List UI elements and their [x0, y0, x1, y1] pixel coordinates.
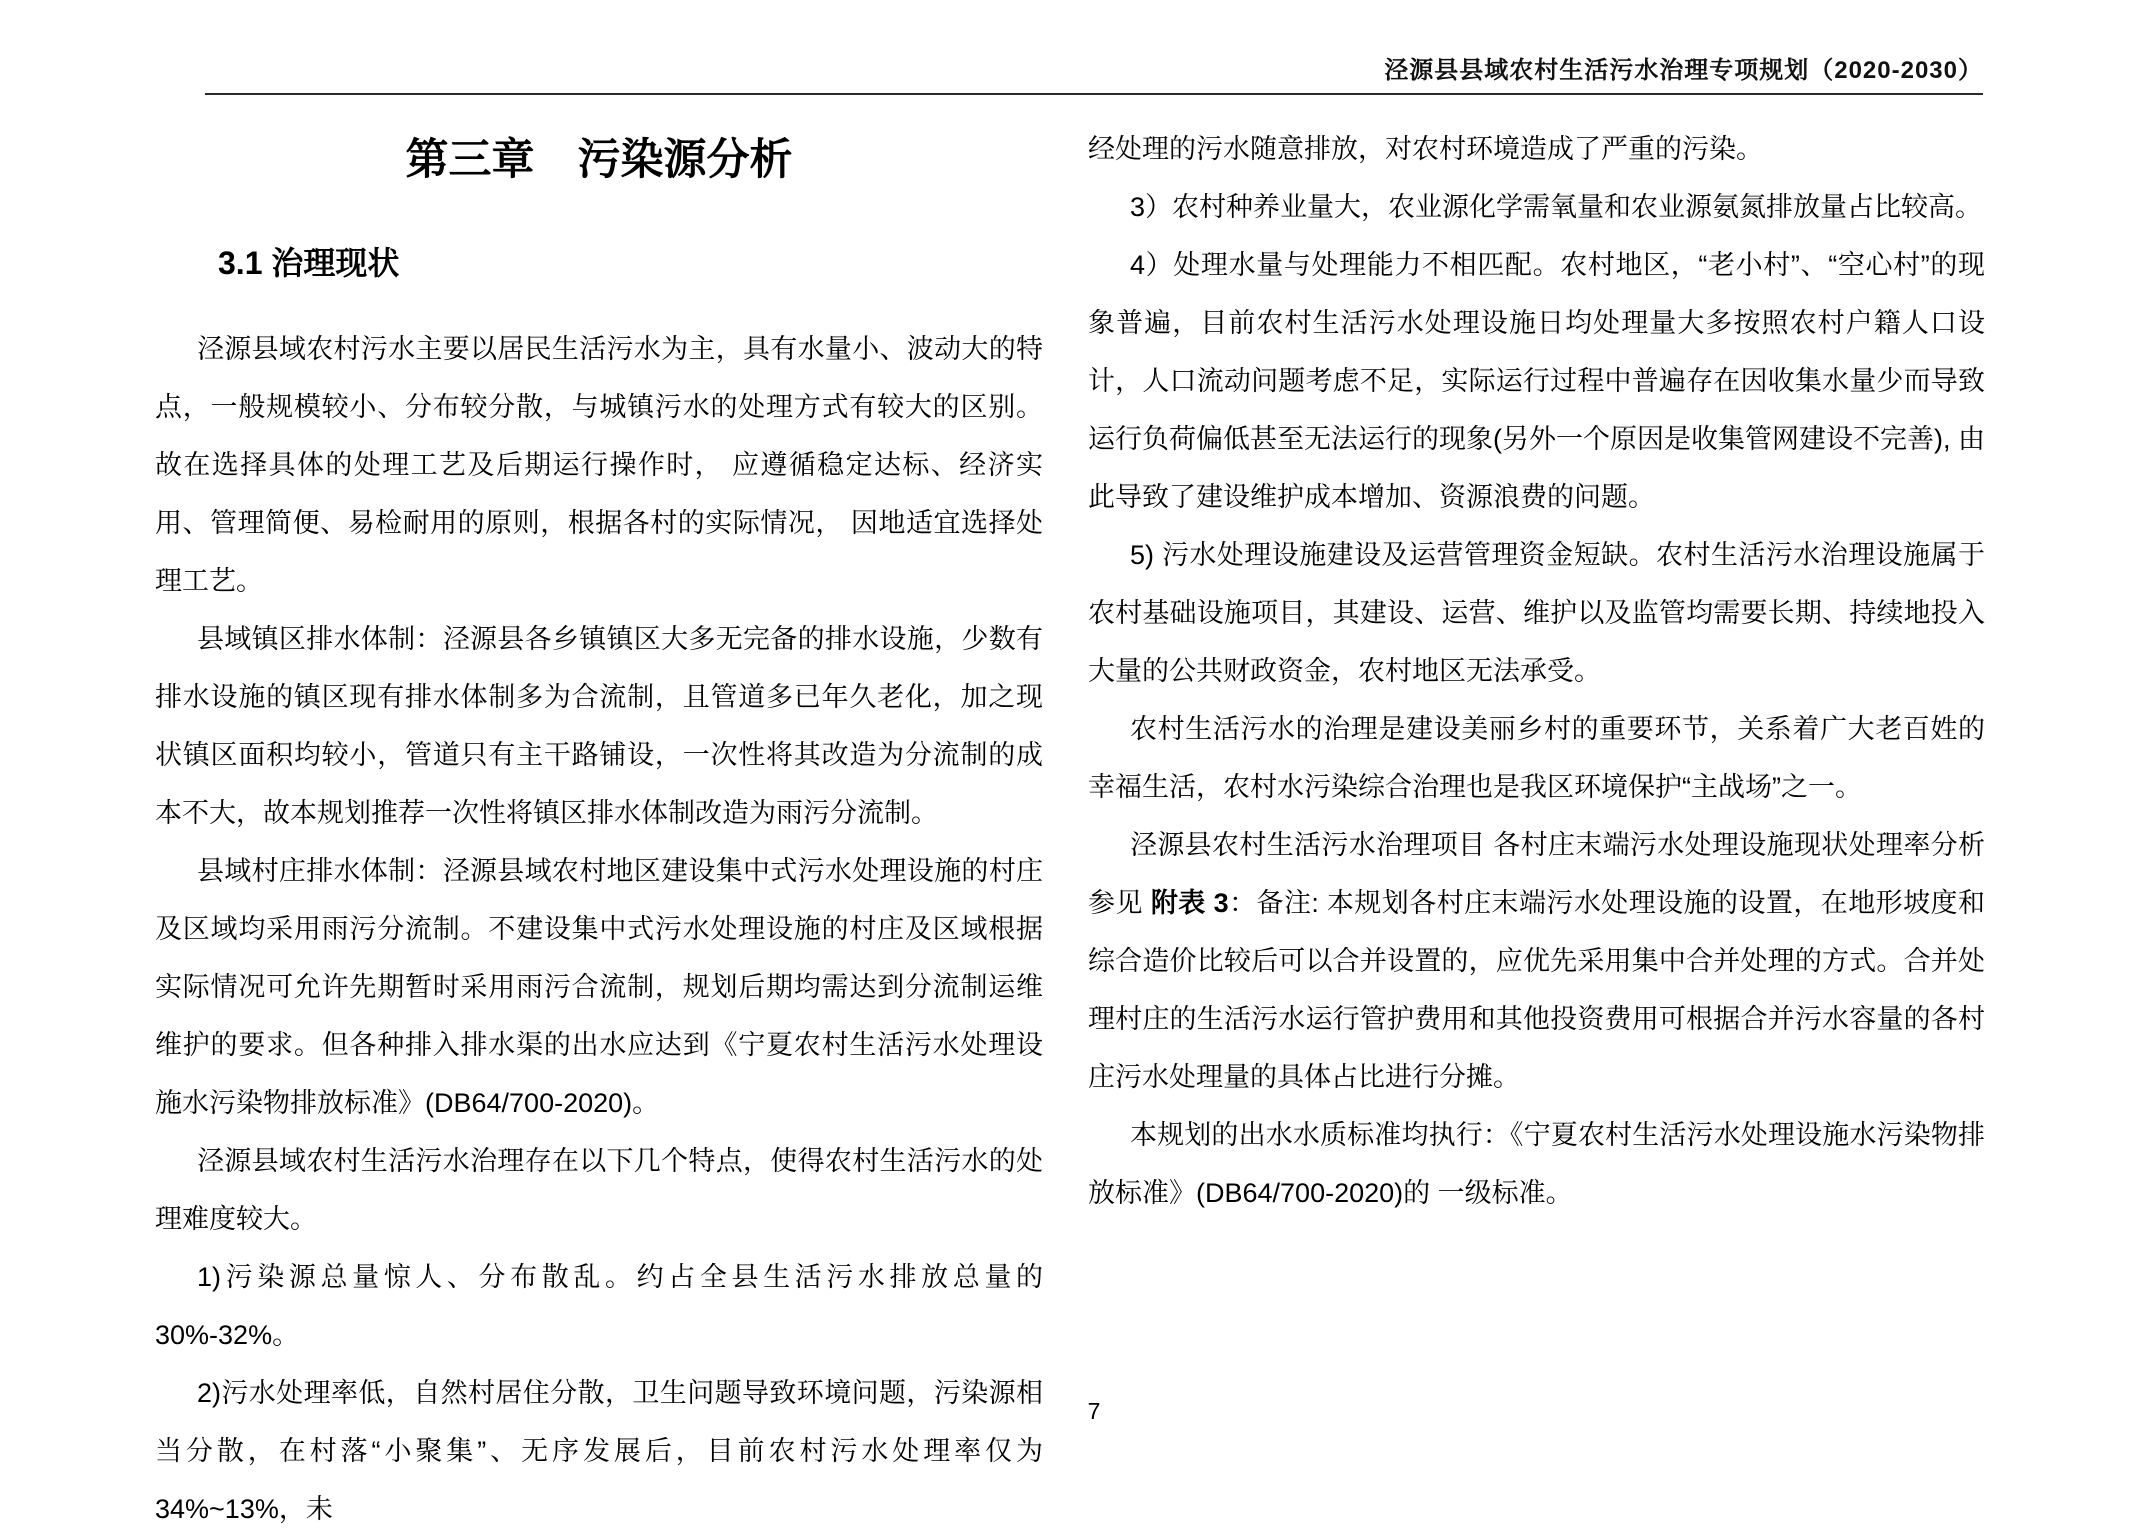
paragraph [1088, 526, 1985, 700]
text-run: ：备注: 本规划各村庄末端污水处理设施的设置，在地形坡度和综合造价比较后可以合并设置的，应优先采用集中合并处理的方式。合并处理村庄的生活污水运行管护费用和其他投资费用可根据合并污水容量的各村庄污水处理量的具体占比进行分摊。 [1088, 888, 1985, 1092]
section-heading: 3.1 治理现状 [218, 245, 400, 281]
paragraph [1088, 700, 1985, 816]
text-run: 3）农村种养业量大，农业源化学需氧量和农业源氨氮排放量占比较高。 [1130, 192, 1983, 222]
text-run: 泾源县域农村污水主要以居民生活污水为主，具有水量小、波动大的特点，一般规模较小、分布较分散，与城镇污水的处理方式有较大的区别。故在选择具体的处理工艺及后期运行操作时， 应遵循稳定达标、经济实用、管理简便、易检耐用的原则，根据各村的实际情况， 因地适宜选择处理工艺。 [155, 334, 1043, 596]
paragraph [1088, 1106, 1985, 1222]
paragraph [155, 1132, 1043, 1248]
paragraph [155, 610, 1043, 842]
text-run: 本规划的出水水质标准均执行：《宁夏农村生活污水处理设施水污染物排放标准》(DB64/700-2020)的 一级标准。 [1088, 1120, 1985, 1208]
text-run: 泾源县农村生活污水治理项目 各村庄末端污水处理设施现状处理率分析参见 [1088, 830, 1986, 918]
text-run: 县域镇区排水体制：泾源县各乡镇镇区大多无完备的排水设施，少数有排水设施的镇区现有排水体制多为合流制，且管道多已年久老化，加之现状镇区面积均较小，管道只有主干路铺设，一次性将其改造为分流制的成本不大，故本规划推荐一次性将镇区排水体制改造为雨污分流制。 [155, 624, 1043, 828]
paragraph [155, 842, 1043, 1132]
text-run: 5) 污水处理设施建设及运营管理资金短缺。农村生活污水治理设施属于农村基础设施项目，其建设、运营、维护以及监管均需要长期、持续地投入大量的公共财政资金，农村地区无法承受。 [1088, 540, 1985, 686]
paragraph [155, 1248, 1043, 1364]
header-divider [205, 93, 1983, 95]
paragraph [155, 320, 1043, 610]
right-column [1088, 120, 1985, 1222]
text-run: 县域村庄排水体制：泾源县域农村地区建设集中式污水处理设施的村庄及区域均采用雨污分流制。不建设集中式污水处理设施的村庄及区域根据实际情况可允许先期暂时采用雨污合流制，规划后期均需达到分流制运维维护的要求。但各种排入排水渠的出水应达到《宁夏农村生活污水处理设施水污染物排放标准》(DB64/700-2020)。 [155, 856, 1043, 1118]
left-column [155, 320, 1043, 1538]
text-run: 4）处理水量与处理能力不相匹配。农村地区，“老小村”、“空心村”的现象普遍，目前农村生活污水处理设施日均处理量大多按照农村户籍人口设计，人口流动问题考虑不足，实际运行过程中普遍存在因收集水量少而导致运行负荷偏低甚至无法运行的现象(另外一个原因是收集管网建设不完善), 由此导致了建设维护成本增加、资源浪费的问题。 [1088, 250, 1985, 512]
text-run: 1)污染源总量惊人、分布散乱。约占全县生活污水排放总量的 30%-32%。 [155, 1262, 1043, 1350]
bold-text-run: 附表 3 [1150, 888, 1229, 918]
paragraph [1088, 178, 1985, 236]
document-header-title: 泾源县县域农村生活污水治理专项规划（2020-2030） [1384, 57, 1983, 84]
chapter-title: 第三章 污染源分析 [405, 136, 793, 184]
text-run: 2)污水处理率低，自然村居住分散，卫生问题导致环境问题，污染源相当分散，在村落“小聚集”、无序发展后，目前农村污水处理率仅为 34%~13%，未 [155, 1378, 1043, 1524]
paragraph [1088, 816, 1985, 1106]
paragraph [155, 1364, 1043, 1538]
paragraph [1088, 120, 1985, 178]
text-run: 泾源县域农村生活污水治理存在以下几个特点，使得农村生活污水的处理难度较大。 [155, 1146, 1043, 1234]
page-number: 7 [1087, 1398, 1101, 1424]
text-run: 农村生活污水的治理是建设美丽乡村的重要环节，关系着广大老百姓的幸福生活，农村水污染综合治理也是我区环境保护“主战场”之一。 [1088, 714, 1985, 802]
text-run: 经处理的污水随意排放，对农村环境造成了严重的污染。 [1088, 134, 1763, 164]
paragraph [1088, 236, 1985, 526]
